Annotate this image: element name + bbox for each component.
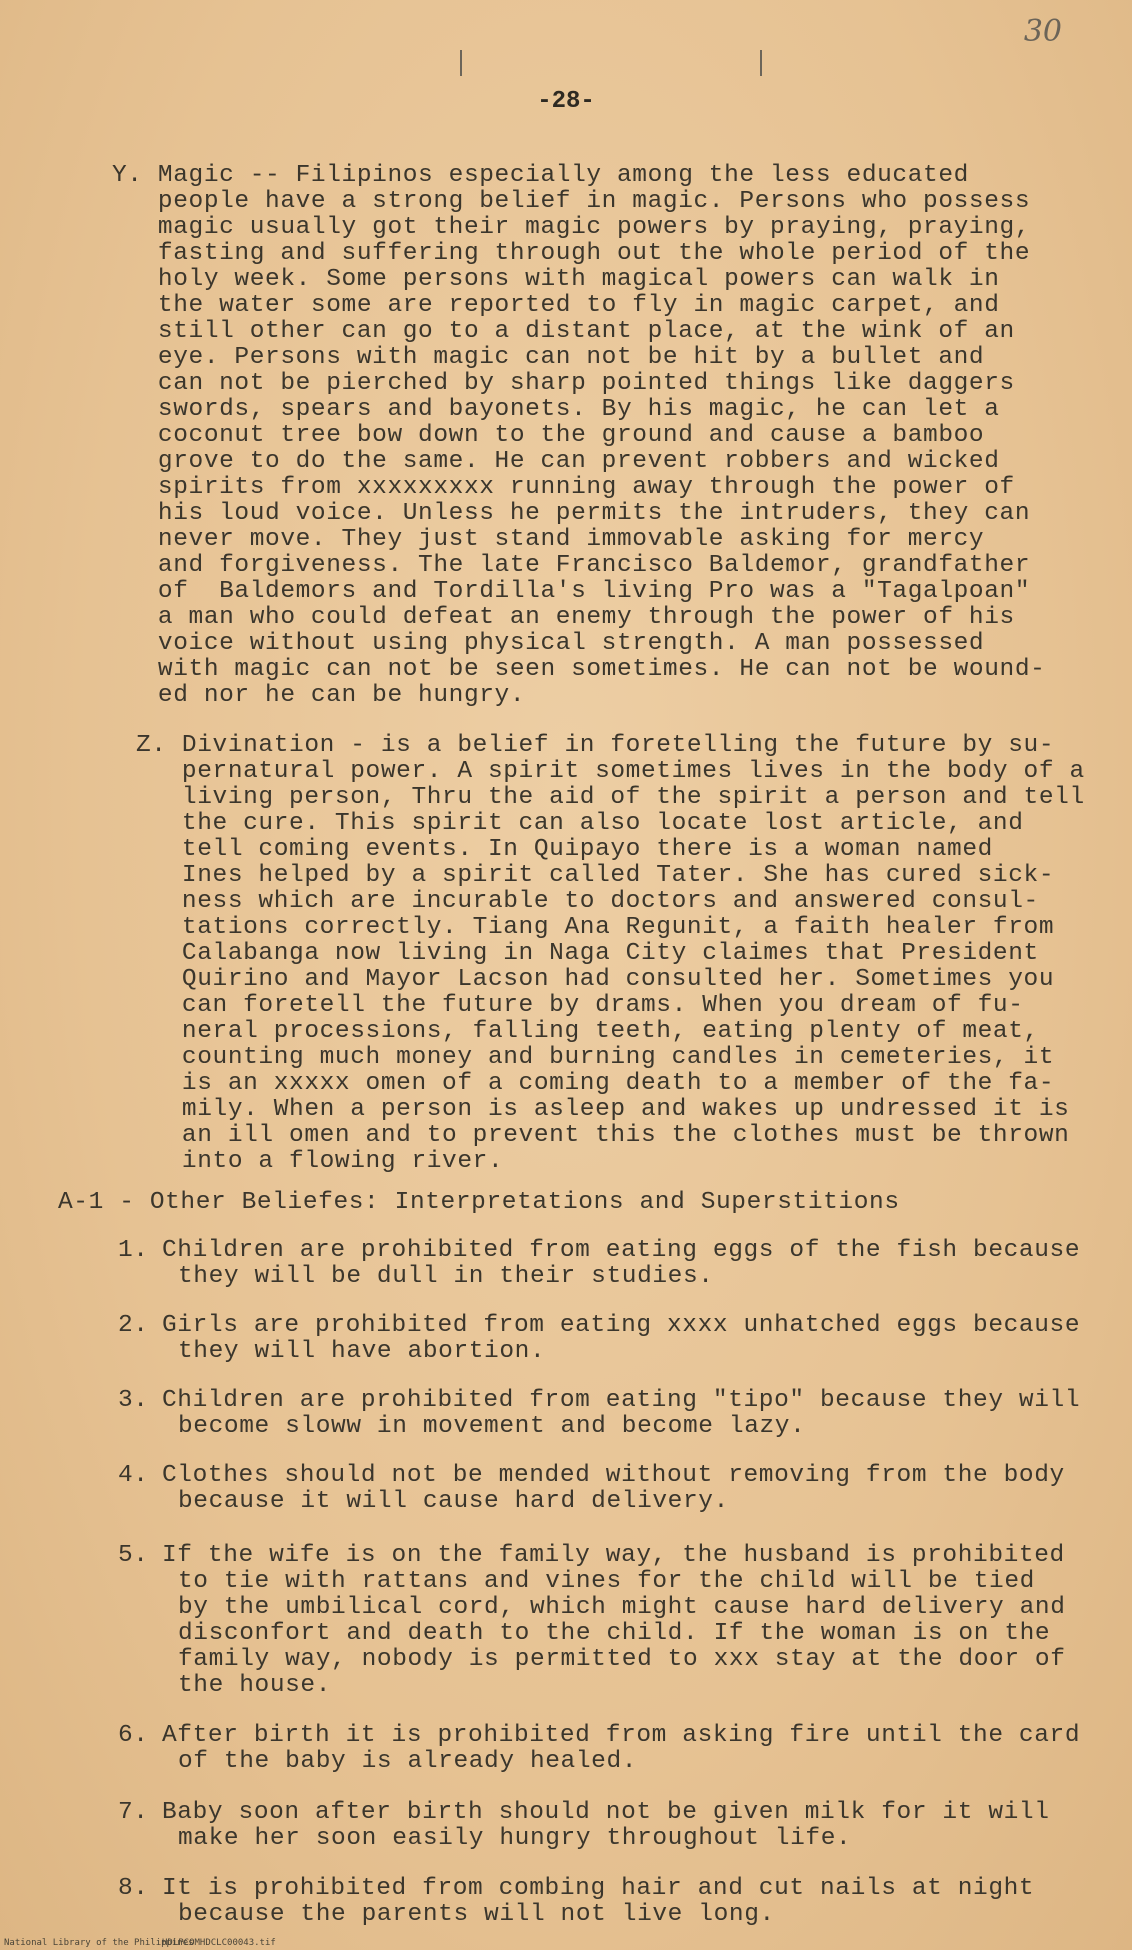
page-number: -28- [537, 88, 595, 115]
section-a1-heading: A-1 - Other Beliefes: Interpretations and Superstitions [58, 1189, 900, 1216]
list-item-line: of the baby is already healed. [178, 1748, 638, 1775]
section-z-line: pernatural power. A spirit sometimes lives in the body of a [136, 758, 1085, 785]
section-y-line: Y. Magic -- Filipinos especially among the less educated [112, 162, 969, 189]
list-item-line: they will have abortion. [178, 1338, 546, 1365]
section-y-line: can not be pierched by sharp pointed things like daggers [112, 370, 1015, 397]
section-y-line: grove to do the same. He can prevent robbers and wicked [112, 448, 1000, 475]
footer-file-code: HDLPCOMHDCLC00043.tif [162, 1938, 276, 1948]
binding-tick-mark [760, 50, 762, 76]
list-item-line: they will be dull in their studies. [178, 1263, 714, 1290]
section-y-line: with magic can not be seen sometimes. He can not be wound- [112, 656, 1046, 683]
list-item-number: 4. [118, 1462, 149, 1489]
section-z-line: Z. Divination - is a belief in foretelling the future by su- [136, 732, 1055, 759]
list-item-line: the house. [178, 1672, 332, 1699]
section-y-line: never move. They just stand immovable asking for mercy [112, 526, 985, 553]
section-z-line: can foretell the future by drams. When you dream of fu- [136, 992, 1024, 1019]
section-y-line: fasting and suffering through out the whole period of the [112, 240, 1031, 267]
section-y-line: magic usually got their magic powers by praying, praying, [112, 214, 1031, 241]
list-item-line: Clothes should not be mended without removing from the body [162, 1462, 1065, 1489]
list-item-line: become sloww in movement and become lazy. [178, 1413, 806, 1440]
section-z-line: neral processions, falling teeth, eating plenty of meat, [136, 1018, 1039, 1045]
list-item-line: Baby soon after birth should not be given milk for it will [162, 1799, 1050, 1826]
list-item-number: 6. [118, 1722, 149, 1749]
list-item-line: because it will cause hard delivery. [178, 1488, 729, 1515]
list-item-number: 5. [118, 1542, 149, 1569]
section-y-line: voice without using physical strength. A man possessed [112, 630, 985, 657]
section-z-line: an ill omen and to prevent this the clothes must be thrown [136, 1122, 1070, 1149]
section-y-line: a man who could defeat an enemy through the power of his [112, 604, 1015, 631]
section-z-line: tations correctly. Tiang Ana Regunit, a faith healer from [136, 914, 1055, 941]
list-item-number: 7. [118, 1799, 149, 1826]
list-item-line: Children are prohibited from eating eggs of the fish because [162, 1237, 1081, 1264]
section-y-line: eye. Persons with magic can not be hit by a bullet and [112, 344, 985, 371]
list-item-number: 1. [118, 1237, 149, 1264]
list-item-line: If the wife is on the family way, the husband is prohibited [162, 1542, 1065, 1569]
section-y-line: ed nor he can be hungry. [112, 682, 526, 709]
section-z-line: counting much money and burning candles in cemeteries, it [136, 1044, 1055, 1071]
list-item-line: disconfort and death to the child. If the woman is on the [178, 1620, 1051, 1647]
list-item-line: to tie with rattans and vines for the child will be tied [178, 1568, 1035, 1595]
section-y-line: his loud voice. Unless he permits the intruders, they can [112, 500, 1031, 527]
section-y-line: coconut tree bow down to the ground and cause a bamboo [112, 422, 985, 449]
list-item-number: 2. [118, 1312, 149, 1339]
handwritten-page-number: 30 [1023, 14, 1062, 49]
list-item-line: by the umbilical cord, which might cause hard delivery and [178, 1594, 1066, 1621]
list-item-line: because the parents will not live long. [178, 1901, 775, 1928]
section-y-line: and forgiveness. The late Francisco Baldemor, grandfather [112, 552, 1031, 579]
section-z-line: tell coming events. In Quipayo there is a woman named [136, 836, 993, 863]
list-item-line: make her soon easily hungry throughout life. [178, 1825, 852, 1852]
section-y-line: spirits from xxxxxxxxx running away through the power of [112, 474, 1015, 501]
section-z-line: into a flowing river. [136, 1148, 504, 1175]
section-z-line: Calabanga now living in Naga City claimes that President [136, 940, 1039, 967]
section-y-line: holy week. Some persons with magical powers can walk in [112, 266, 1000, 293]
section-z-line: Ines helped by a spirit called Tater. She has cured sick- [136, 862, 1055, 889]
list-item-line: It is prohibited from combing hair and cut nails at night [162, 1875, 1035, 1902]
section-y-line: people have a strong belief in magic. Persons who possess [112, 188, 1031, 215]
list-item-line: After birth it is prohibited from asking fire until the card [162, 1722, 1081, 1749]
list-item-line: Children are prohibited from eating "tipo" because they will [162, 1387, 1081, 1414]
section-y-line: of Baldemors and Tordilla's living Pro was a "Tagalpoan" [112, 578, 1031, 605]
list-item-line: family way, nobody is permitted to xxx stay at the door of [178, 1646, 1066, 1673]
list-item-number: 3. [118, 1387, 149, 1414]
list-item-line: Girls are prohibited from eating xxxx unhatched eggs because [162, 1312, 1081, 1339]
section-z-line: mily. When a person is asleep and wakes up undressed it is [136, 1096, 1070, 1123]
section-z-line: ness which are incurable to doctors and answered consul- [136, 888, 1039, 915]
section-y-line: swords, spears and bayonets. By his magic, he can let a [112, 396, 1000, 423]
footer-library-credit: National Library of the Philippines [4, 1938, 194, 1948]
section-z-line: the cure. This spirit can also locate lost article, and [136, 810, 1024, 837]
section-z-line: is an xxxxx omen of a coming death to a member of the fa- [136, 1070, 1055, 1097]
section-z-line: living person, Thru the aid of the spirit a person and tell [136, 784, 1085, 811]
section-z-line: Quirino and Mayor Lacson had consulted her. Sometimes you [136, 966, 1055, 993]
binding-tick-mark [460, 50, 462, 76]
section-y-line: the water some are reported to fly in magic carpet, and [112, 292, 1000, 319]
section-y-line: still other can go to a distant place, at the wink of an [112, 318, 1015, 345]
list-item-number: 8. [118, 1875, 149, 1902]
